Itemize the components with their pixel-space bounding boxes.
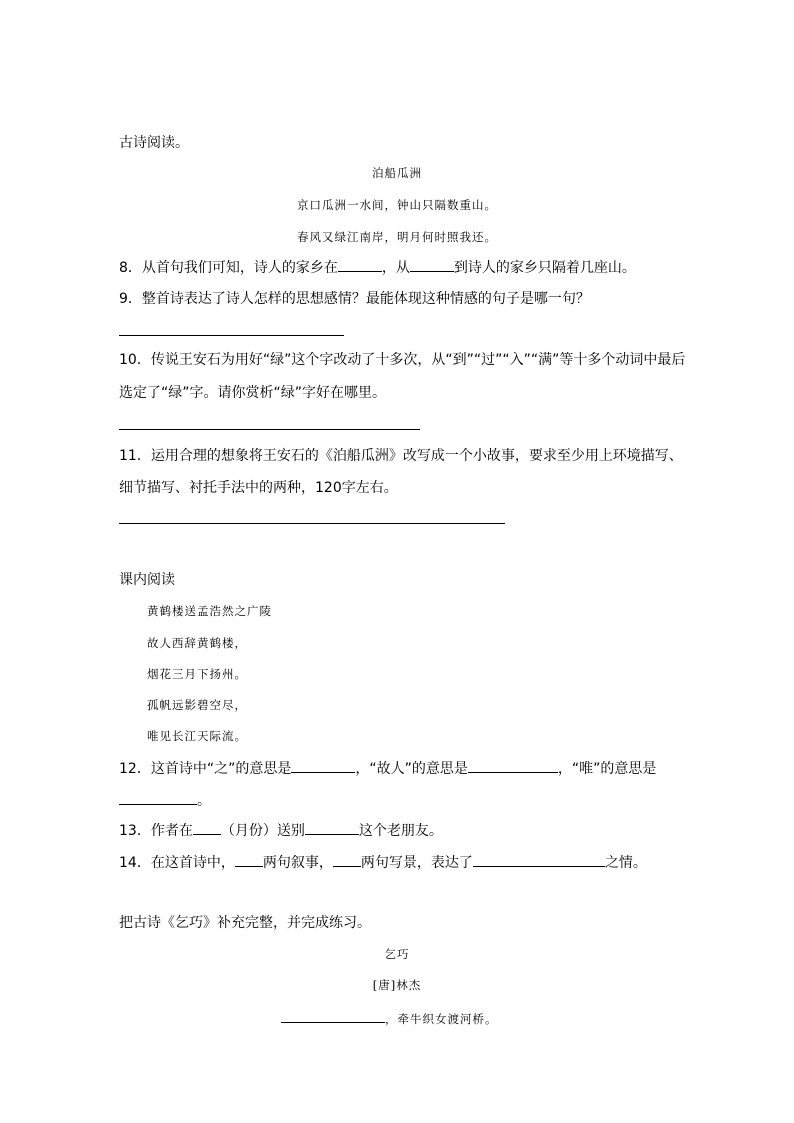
question-text: ，“故人”的意思是 [355, 761, 468, 777]
answer-blank[interactable] [338, 257, 382, 272]
section-heading-complete-poem: 把古诗《乞巧》补充完整，并完成练习。 [119, 915, 371, 931]
question-text: ，“唯”的意思是 [557, 761, 657, 777]
question-text: 14．在这首诗中， [119, 855, 235, 871]
answer-line[interactable] [119, 523, 505, 524]
answer-blank[interactable] [305, 820, 359, 835]
answer-blank[interactable] [235, 852, 263, 867]
question-13 [119, 820, 443, 841]
poem-author: [唐]林杰 [372, 978, 422, 992]
question-10-line2: 选定了“绿”字。请你赏析“绿”字好在哪里。 [119, 385, 387, 401]
poem-line: 唯见长江天际流。 [147, 729, 247, 743]
answer-blank[interactable] [473, 852, 605, 867]
poem-title: 黄鹤楼送孟浩然之广陵 [147, 604, 272, 618]
poem-title: 乞巧 [384, 947, 410, 961]
poem-title: 泊船瓜洲 [372, 166, 422, 180]
poem-line: 孤帆远影碧空尽， [147, 698, 247, 712]
question-text: 12．这首诗中“之”的意思是 [119, 761, 292, 777]
question-text: 13．作者在 [119, 823, 193, 839]
question-text: 两句写景，表达了 [360, 855, 473, 871]
question-text: ，从 [381, 260, 410, 276]
section-heading-ancient-poem: 古诗阅读。 [119, 135, 189, 151]
section-heading-class-reading: 课内阅读 [119, 572, 175, 588]
question-12-cont [119, 790, 211, 811]
question-9: 9．整首诗表达了诗人怎样的思想感情？最能体现这种情感的句子是哪一句？ [119, 291, 590, 307]
question-text: 。 [197, 793, 211, 809]
question-text: 两句叙事， [262, 855, 333, 871]
question-8 [119, 257, 636, 278]
poem-line: 故人西辞黄鹤楼， [147, 636, 247, 650]
answer-line[interactable] [119, 429, 420, 430]
question-text: （月份）送别 [220, 823, 305, 839]
poem-line: 烟花三月下扬州。 [147, 667, 247, 681]
poem-line: 京口瓜洲一水间，钟山只隔数重山。 [297, 198, 497, 212]
answer-blank[interactable] [119, 790, 197, 805]
question-11-line2: 细节描写、衬托手法中的两种，120字左右。 [119, 480, 398, 496]
answer-blank[interactable] [193, 820, 221, 835]
question-text: 之情。 [604, 855, 647, 871]
question-10-line1: 10．传说王安石为用好“绿”这个字改动了十多次，从“到”“过”“入”“满”等十多个动词中最后 [119, 352, 686, 368]
answer-blank[interactable] [410, 257, 454, 272]
answer-blank[interactable] [281, 1008, 385, 1023]
question-11-line1: 11．运用合理的想象将王安石的《泊船瓜洲》改写成一个小故事，要求至少用上环境描写、 [119, 448, 683, 464]
poem-line: 春风又绿江南岸，明月何时照我还。 [297, 230, 497, 244]
question-text: 这个老朋友。 [358, 823, 443, 839]
answer-line[interactable] [119, 335, 344, 336]
question-text: 8．从首句我们可知，诗人的家乡在 [119, 260, 338, 276]
question-14 [119, 852, 647, 873]
poem-line [281, 1008, 498, 1029]
answer-blank[interactable] [333, 852, 361, 867]
question-text: 到诗人的家乡只隔着几座山。 [453, 260, 636, 276]
poem-text: ，牵牛织女渡河桥。 [385, 1012, 498, 1026]
question-12 [119, 758, 656, 779]
answer-blank[interactable] [468, 758, 558, 773]
answer-blank[interactable] [291, 758, 355, 773]
